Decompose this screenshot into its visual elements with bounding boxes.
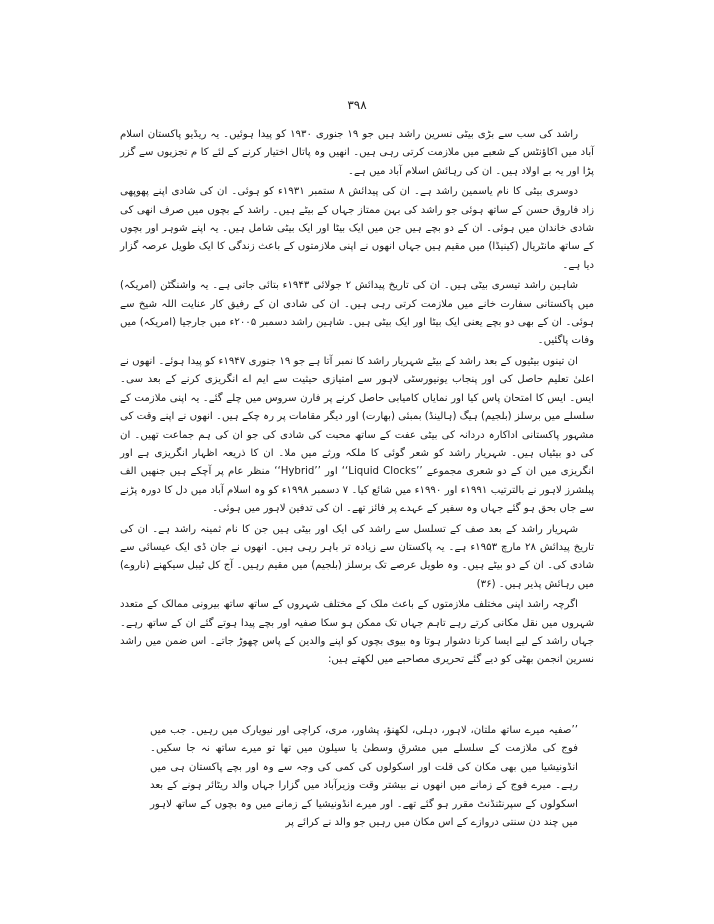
body-text [120, 126, 594, 672]
page-number: ۳۹۸ [347, 98, 367, 112]
paragraph-yasmin: دوسری بیٹی کا نام یاسمین راشد ہے۔ ان کی پیدائش ۸ ستمبر ۱۹۳۱ء کو ہوئی۔ ان کی شادی اپنے پھوپھی زاد فاروق حسن کے ساتھ ہوئی جو راشد کی بہن ممتاز جہاں کے بیٹے ہیں۔ راشد کے بچوں میں صرف انھی کی شادی خاندان میں ہوئی۔ ان کے دو بچے ہیں جن میں ایک بیٹا اور ایک بیٹی شامل ہیں۔ یہ اپنے شوہر اور بچوں کے ساتھ مانٹریال (کینیڈا) میں مقیم ہیں جہاں انھوں نے اپنی ملازمتوں کے باعث زندگی کا ایک طویل عرصہ گزار دیا ہے۔ [120, 186, 594, 271]
paragraph-shehryar: ان تینوں بیٹیوں کے بعد راشد کے بیٹے شہریار راشد کا نمبر آتا ہے جو ۱۹ جنوری ۱۹۴۷ء کو پیدا ہوئے۔ انھوں نے اعلیٰ تعلیم حاصل کی اور پنجاب یونیورسٹی لاہور سے امتیازی حیثیت سے ایم اے انگریزی کرنے کے بعد سی۔ ایس۔ ایس کا امتحان پاس کیا اور نمایاں کامیابی حاصل کرنے پر فارن سروس میں چلے گئے۔ یہ اپنی ملازمت کے سلسلے میں برسلز (بلجیم) ہیگ (ہالینڈ) بمبئی (بھارت) اور دیگر مقامات پر رہ چکے ہیں۔ انھوں نے اپنے وقت کی مشہور پاکستانی اداکارہ دردانہ کی بیٹی عفت کے ساتھ محبت کی شادی کی جو ان کی ہم جماعت تھیں۔ ان کی دو بیٹیاں ہیں۔ شہریار راشد کو شعر گوئی کا ملکہ ورثے میں ملا۔ ان کا ذریعہ اظہار انگریزی ہے اور انگریزی میں ان کے دو شعری مجموعے ’’Liquid Clocks‘‘ اور ’’Hybrid‘‘ منظر عام پر آچکے ہیں جنھیں الف پبلشرز لاہور نے بالترتیب ۱۹۹۱ء اور ۱۹۹۰ء میں شائع کیا۔ ۷ دسمبر ۱۹۹۸ء کو وہ اسلام آباد میں دل کا دورہ پڑنے سے جاں بحق ہو گئے جہاں وہ سفیر کے عہدے پر فائز تھے۔ ان کی تدفین لاہور میں ہوئی۔ [120, 355, 594, 515]
paragraph-shaheen: شاہین راشد تیسری بیٹی ہیں۔ ان کی تاریخ پیدائش ۲ جولائی ۱۹۴۳ء بتائی جاتی ہے۔ یہ واشنگٹن (امریکہ) میں پاکستانی سفارت خانے میں ملازمت کرتی رہی ہیں۔ ان کی شادی ان کے رفیق کار عنایت اللہ شیخ سے ہوئی۔ ان کے بھی دو بچے یعنی ایک بیٹا اور ایک بیٹی ہیں۔ شاہین راشد دسمبر ۲۰۰۵ء میں جارجیا (امریکہ) میں وفات پاگئیں۔ [120, 280, 594, 347]
paragraph-relocation: اگرچہ راشد اپنی مختلف ملازمتوں کے باعث ملک کے مختلف شہروں کے ساتھ ساتھ بیرونی ممالک کے متعدد شہروں میں نقل مکانی کرتے رہے تاہم جہاں تک ممکن ہو سکا صفیہ اور بچے پیدا ہوتے گئے ان کے ساتھ رہے۔ جہاں راشد کے لیے ایسا کرنا دشوار ہوتا وہ بیوی بچوں کو اپنے والدین کے پاس چھوڑ جاتے۔ اس ضمن میں راشد نسرین انجمن بھٹی کو دیے گئے تحریری مصاحبے میں لکھتے ہیں: [120, 599, 594, 666]
paragraph-sameena: شہریار راشد کے بعد صف کے تسلسل سے راشد کی ایک اور بیٹی ہیں جن کا نام ثمینہ راشد ہے۔ ان کی تاریخ پیدائش ۲۸ مارچ ۱۹۵۳ء ہے۔ یہ پاکستان سے زیادہ تر باہر رہی ہیں۔ انھوں نے جان ڈی ایک عیسائی سے شادی کی۔ ان کے دو بیٹے ہیں۔ وہ طویل عرصے تک برسلز (بلجیم) میں مقیم رہیں۔ آج کل ٹیبل سیکھنے (ناروے) میں رہائش پذیر ہیں۔ (۳۶) [120, 523, 594, 590]
block-quote: ’’صفیہ میرے ساتھ ملتان، لاہور، دہلی، لکھنؤ، پشاور، مری، کراچی اور نیویارک میں رہیں۔ جب میں فوج کی ملازمت کے سلسلے میں مشرقِ وسطیٰ یا سیلون میں تھا تو میرے ساتھ نہ جا سکیں۔ انڈونیشیا میں بھی مکان کی قلت اور اسکولوں کی کمی کی وجہ سے وہ اور بچے پاکستان ہی میں رہے۔ میرے فوج کے زمانے میں انھوں نے بیشتر وقت وزیرآباد میں گزارا جہاں والد ریٹائر ہونے کے بعد اسکولوں کے سپرنٹنڈنٹ مقرر ہو گئے تھے۔ اور میرے انڈونیشیا کے زمانے میں وہ بچوں کے ساتھ لاہور میں چند دن سنتی دروازے کے اس مکان میں رہیں جو والد نے کرائے پر [150, 725, 578, 829]
paragraph-nasreen: راشد کی سب سے بڑی بیٹی نسرین راشد ہیں جو ۱۹ جنوری ۱۹۳۰ کو پیدا ہوئیں۔ یہ ریڈیو پاکستان اسلام آباد میں اکاؤنٹس کے شعبے میں ملازمت کرتی رہی ہیں۔ انھیں وہ پاتال اختیار کرنے کے لئے کا م تجزیوں سے گزر پڑا اور یہ بے اولاد ہیں۔ ان کی رہائش اسلام آباد میں ہے۔ [120, 129, 594, 177]
